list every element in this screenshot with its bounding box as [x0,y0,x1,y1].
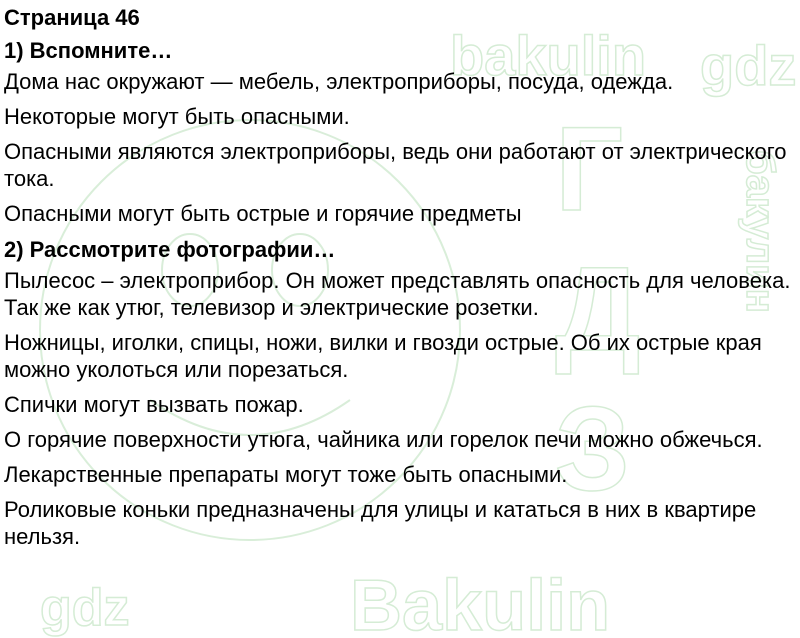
document-body [4,0,798,558]
paragraph: Дома нас окружают — мебель, электроприборы, посуда, одежда. [4,69,674,94]
paragraph: Спички могут вызвать пожар. [4,392,304,417]
watermark-text-bottom: Bakulin [350,566,611,638]
section-1-heading: 1) Вспомните… [4,38,173,63]
paragraph: Роликовые коньки предназначены для улицы и кататься в них в квартире нельзя. [4,497,757,549]
section-2-heading: 2) Рассмотрите фотографии… [4,237,336,262]
paragraph: Опасными могут быть острые и горячие предметы [4,201,522,226]
watermark-letter-3: З [555,382,631,516]
paragraph: Ножницы, иголки, спицы, ножи, вилки и гвозди острые. Об их острые края можно уколоться или порезаться. [4,330,762,382]
watermark-letter-2: Д [555,242,641,376]
watermark-text-top-suffix: gdz [700,34,797,97]
watermark-text-vertical: бакулин [738,150,782,313]
paragraph: О горячие поверхности утюга, чайника или горелок печи можно обжечься. [4,427,763,452]
watermark-text-top: bakulin [450,24,647,87]
paragraph: Лекарственные препараты могут тоже быть опасными. [4,462,568,487]
watermark-text-bottom-prefix: gdz [40,579,130,637]
watermark-letter-1: Г [555,102,624,236]
page-title: Страница 46 [4,5,140,30]
paragraph: Некоторые могут быть опасными. [4,104,350,129]
paragraph: Пылесос – электроприбор. Он может представлять опасность для человека. Так же как утюг, телевизор и электрические розетки. [4,268,791,320]
paragraph: Опасными являются электроприборы, ведь они работают от электрического тока. [4,139,787,191]
